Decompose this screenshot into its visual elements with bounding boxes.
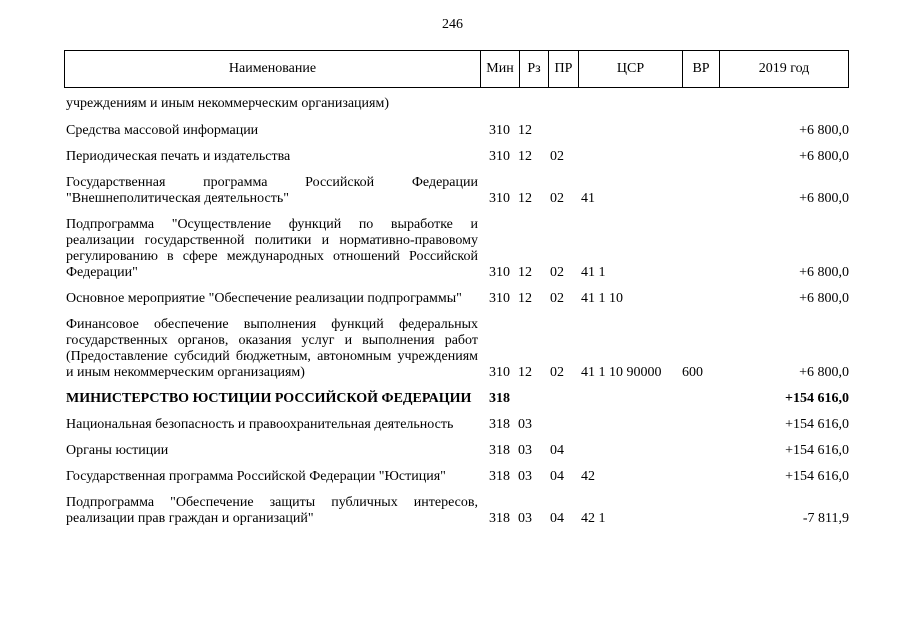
page-number: 246 — [442, 17, 463, 32]
table-row — [66, 317, 849, 381]
row-sum: +154 616,0 — [785, 417, 849, 432]
table-header — [64, 50, 849, 88]
table-row — [66, 96, 849, 112]
row-rz: 12 — [518, 291, 532, 306]
row-pr: 02 — [550, 191, 564, 206]
row-min: 310 — [489, 191, 510, 206]
row-sum: +6 800,0 — [799, 365, 849, 380]
row-min: 318 — [489, 417, 510, 432]
header-pr: ПР — [549, 51, 579, 87]
table-row — [66, 417, 849, 433]
row-sum: +6 800,0 — [799, 191, 849, 206]
row-min: 318 — [489, 391, 510, 406]
row-csr: 42 — [581, 469, 595, 484]
row-min: 318 — [489, 443, 510, 458]
row-name: Периодическая печать и издательства — [66, 149, 291, 164]
row-min: 318 — [489, 469, 510, 484]
table-row — [66, 175, 849, 207]
header-vr: ВР — [683, 51, 720, 87]
row-pr: 02 — [550, 365, 564, 380]
row-rz: 03 — [518, 443, 532, 458]
table-row — [66, 123, 849, 139]
header-name: Наименование — [65, 51, 481, 87]
row-name: Подпрограмма "Осуществление функций по выработке и реализации государственной политики и нормативно-правовому регулированию в сфере международных отношений Российской Федерации" — [66, 217, 478, 280]
row-pr: 04 — [550, 443, 564, 458]
row-rz: 03 — [518, 511, 532, 526]
row-rz: 12 — [518, 191, 532, 206]
row-sum: -7 811,9 — [802, 511, 849, 526]
row-name: Основное мероприятие "Обеспечение реализации подпрограммы" — [66, 291, 462, 306]
row-sum: +6 800,0 — [799, 149, 849, 164]
row-name: Государственная программа Российской Федерации "Юстиция" — [66, 469, 446, 484]
row-sum: +6 800,0 — [799, 291, 849, 306]
row-pr: 02 — [550, 265, 564, 280]
row-min: 310 — [489, 265, 510, 280]
row-sum: +154 616,0 — [785, 391, 849, 406]
row-csr: 41 1 10 — [581, 291, 623, 306]
table-row — [66, 495, 849, 527]
table-row — [66, 149, 849, 165]
row-name: Финансовое обеспечение выполнения функций федеральных государственных органов, оказания услуг и выполнения работ (Предоставление субсидий бюджетным, автономным учреждениям и иным некоммерческим организациям) — [66, 317, 478, 380]
row-rz: 03 — [518, 417, 532, 432]
row-name: Государственная программа Российской Федерации "Внешнеполитическая деятельность" — [66, 175, 478, 206]
row-csr: 41 1 10 90000 — [581, 365, 662, 380]
row-rz: 12 — [518, 149, 532, 164]
row-min: 310 — [489, 365, 510, 380]
row-pr: 02 — [550, 149, 564, 164]
row-sum: +154 616,0 — [785, 443, 849, 458]
table-body — [66, 96, 849, 537]
row-pr: 04 — [550, 511, 564, 526]
table-row — [66, 469, 849, 485]
row-csr: 42 1 — [581, 511, 606, 526]
row-rz: 12 — [518, 265, 532, 280]
table-row — [66, 291, 849, 307]
row-pr: 04 — [550, 469, 564, 484]
row-min: 310 — [489, 149, 510, 164]
row-csr: 41 — [581, 191, 595, 206]
row-sum: +6 800,0 — [799, 123, 849, 138]
row-min: 318 — [489, 511, 510, 526]
header-rz: Рз — [520, 51, 549, 87]
row-min: 310 — [489, 291, 510, 306]
row-csr: 41 1 — [581, 265, 606, 280]
row-rz: 12 — [518, 123, 532, 138]
header-min: Мин — [481, 51, 520, 87]
table-row — [66, 391, 849, 407]
header-csr: ЦСР — [579, 51, 683, 87]
row-name: учреждениям и иным некоммерческим организациям) — [66, 96, 390, 111]
row-vr: 600 — [682, 365, 703, 380]
row-sum: +154 616,0 — [785, 469, 849, 484]
row-name: Органы юстиции — [66, 443, 169, 458]
row-rz: 03 — [518, 469, 532, 484]
row-min: 310 — [489, 123, 510, 138]
row-name: Подпрограмма "Обеспечение защиты публичных интересов, реализации прав граждан и организаций" — [66, 495, 478, 526]
row-name: МИНИСТЕРСТВО ЮСТИЦИИ РОССИЙСКОЙ ФЕДЕРАЦИИ — [66, 391, 472, 406]
row-pr: 02 — [550, 291, 564, 306]
row-name: Средства массовой информации — [66, 123, 259, 138]
header-year: 2019 год — [758, 61, 810, 76]
table-row — [66, 217, 849, 281]
row-rz: 12 — [518, 365, 532, 380]
row-sum: +6 800,0 — [799, 265, 849, 280]
table-row — [66, 443, 849, 459]
row-name: Национальная безопасность и правоохранительная деятельность — [66, 417, 454, 432]
